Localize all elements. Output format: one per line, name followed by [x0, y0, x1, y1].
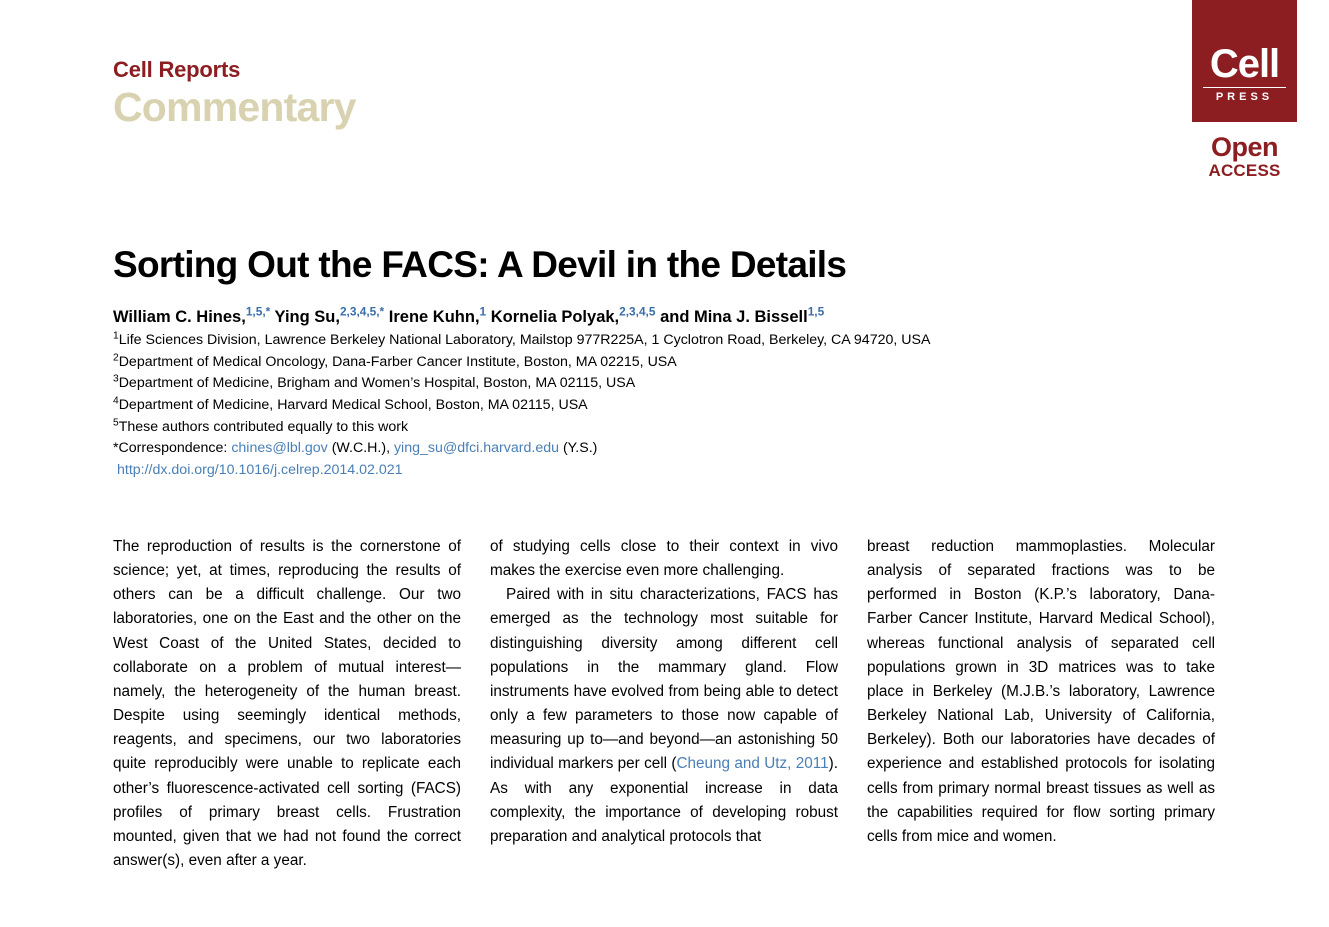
- paragraph: breast reduction mammoplasties. Molecular analysis of separated fractions was to be performed in Boston (K.P.’s laboratory, Dana-Farber Cancer Institute, Harvard Medical School), whereas functional analysis of separated cell populations grown in 3D matrices was to take place in Berkeley (M.J.B.’s laboratory, Lawrence Berkeley National Lab, University of California, Berkeley). Both our laboratories have decades of experience and established protocols for isolating cells from primary normal breast tissues as well as the capabilities required for flow sorting primary cells from mice and women.: [867, 538, 1215, 845]
- cell-press-logo: [1192, 0, 1297, 122]
- author-name: Ying Su,: [274, 308, 340, 326]
- affiliation-index: 4: [113, 395, 119, 407]
- affiliation-list: [113, 330, 1233, 438]
- correspondence-author-2: (Y.S.): [559, 440, 598, 457]
- author-affiliation-refs: 1: [479, 304, 487, 319]
- affiliation-text: Life Sciences Division, Lawrence Berkeley National Laboratory, Mailstop 977R225A, 1 Cyclotron Road, Berkeley, CA 94720, USA: [118, 332, 931, 349]
- correspondence-email-link-2[interactable]: ying_su@dfci.harvard.edu: [393, 440, 559, 457]
- article-type-label: Commentary: [113, 84, 356, 131]
- cell-press-logo-block: [1192, 0, 1297, 181]
- affiliation-index: 2: [113, 352, 119, 364]
- affiliation-index: 1: [113, 330, 119, 342]
- correspondence-label: *Correspondence:: [113, 440, 232, 457]
- cell-logo-wordmark: Cell: [1209, 42, 1280, 86]
- affiliation-item: [113, 395, 1233, 417]
- author-affiliation-refs: 1,5: [807, 304, 825, 319]
- doi-link[interactable]: http://dx.doi.org/10.1016/j.celrep.2014.02.021: [117, 461, 403, 478]
- author-affiliation-refs: 2,3,4,5,*: [339, 304, 385, 319]
- author-list: [113, 306, 1233, 328]
- paragraph: The reproduction of results is the cornerstone of science; yet, at times, reproducing the results of others can be a difficult challenge. Our two laboratories, one on the East and the other on the West Coast of the United States, decided to collaborate on a problem of mutual interest—namely, the heterogeneity of the human breast. Despite using seemingly identical methods, reagents, and specimens, our two laboratories quite reproducibly were unable to replicate each other’s fluorescence-activated cell sorting (FACS) profiles of primary breast cells. Frustration mounted, given that we had not found the correct answer(s), even after a year.: [113, 538, 461, 870]
- body-column-2: [490, 535, 838, 873]
- affiliation-text: Department of Medical Oncology, Dana-Farber Cancer Institute, Boston, MA 02215, USA: [118, 353, 677, 370]
- affiliation-index: 3: [113, 373, 119, 385]
- affiliation-text: Department of Medicine, Brigham and Women’s Hospital, Boston, MA 02115, USA: [118, 375, 636, 392]
- journal-name: Cell Reports: [113, 57, 241, 82]
- article-body: [113, 535, 1216, 873]
- cell-logo-divider: [1203, 87, 1286, 88]
- paragraph-with-citation: Paired with in situ characterizations, FACS has emerged as the technology most suitable for distinguishing diversity among different cell populations in the mammary gland. Flow instruments have evolved from being able to detect only a few parameters to those now capable of measuring up to—and beyond—an astonishing 50 individual markers per cell (Cheung and Utz, 2011). As with any exponential increase in data complexity, the importance of developing robust preparation and analytical protocols that: [490, 586, 838, 845]
- author-affiliation-refs: 1,5,*: [245, 304, 271, 319]
- affiliation-text: These authors contributed equally to this work: [118, 418, 409, 435]
- body-column-3: [867, 535, 1215, 873]
- affiliation-item: [113, 417, 1233, 439]
- paragraph: of studying cells close to their context in vivo makes the exercise even more challenging.: [490, 538, 838, 580]
- author-name: Kornelia Polyak,: [490, 308, 620, 326]
- affiliation-index: 5: [113, 416, 119, 428]
- author-name: William C. Hines,: [113, 308, 246, 326]
- cell-logo-press-wordmark: PRESS: [1215, 91, 1274, 103]
- correspondence-email-link-1[interactable]: chines@lbl.gov: [231, 440, 328, 457]
- affiliation-item: [113, 352, 1233, 374]
- open-access-open-label: Open: [1210, 132, 1278, 162]
- affiliation-text: Department of Medicine, Harvard Medical School, Boston, MA 02115, USA: [118, 397, 588, 413]
- body-column-1: [113, 535, 461, 873]
- affiliation-item: [113, 373, 1233, 395]
- doi-link-wrap[interactable]: [113, 462, 1233, 478]
- correspondence-author-1: (W.C.H.),: [327, 440, 394, 457]
- open-access-access-label: ACCESS: [1208, 161, 1281, 180]
- page-title: Sorting Out the FACS: A Devil in the Details: [113, 243, 847, 285]
- masthead: [113, 58, 356, 130]
- author-name: Irene Kuhn,: [388, 308, 480, 326]
- correspondence-line: [113, 438, 1233, 460]
- author-name: and Mina J. Bissell: [660, 308, 808, 326]
- authors-block: [113, 306, 1233, 478]
- author-affiliation-refs: 2,3,4,5: [619, 304, 656, 319]
- affiliation-item: [113, 330, 1233, 352]
- citation-link[interactable]: Cheung and Utz, 2011: [676, 755, 829, 773]
